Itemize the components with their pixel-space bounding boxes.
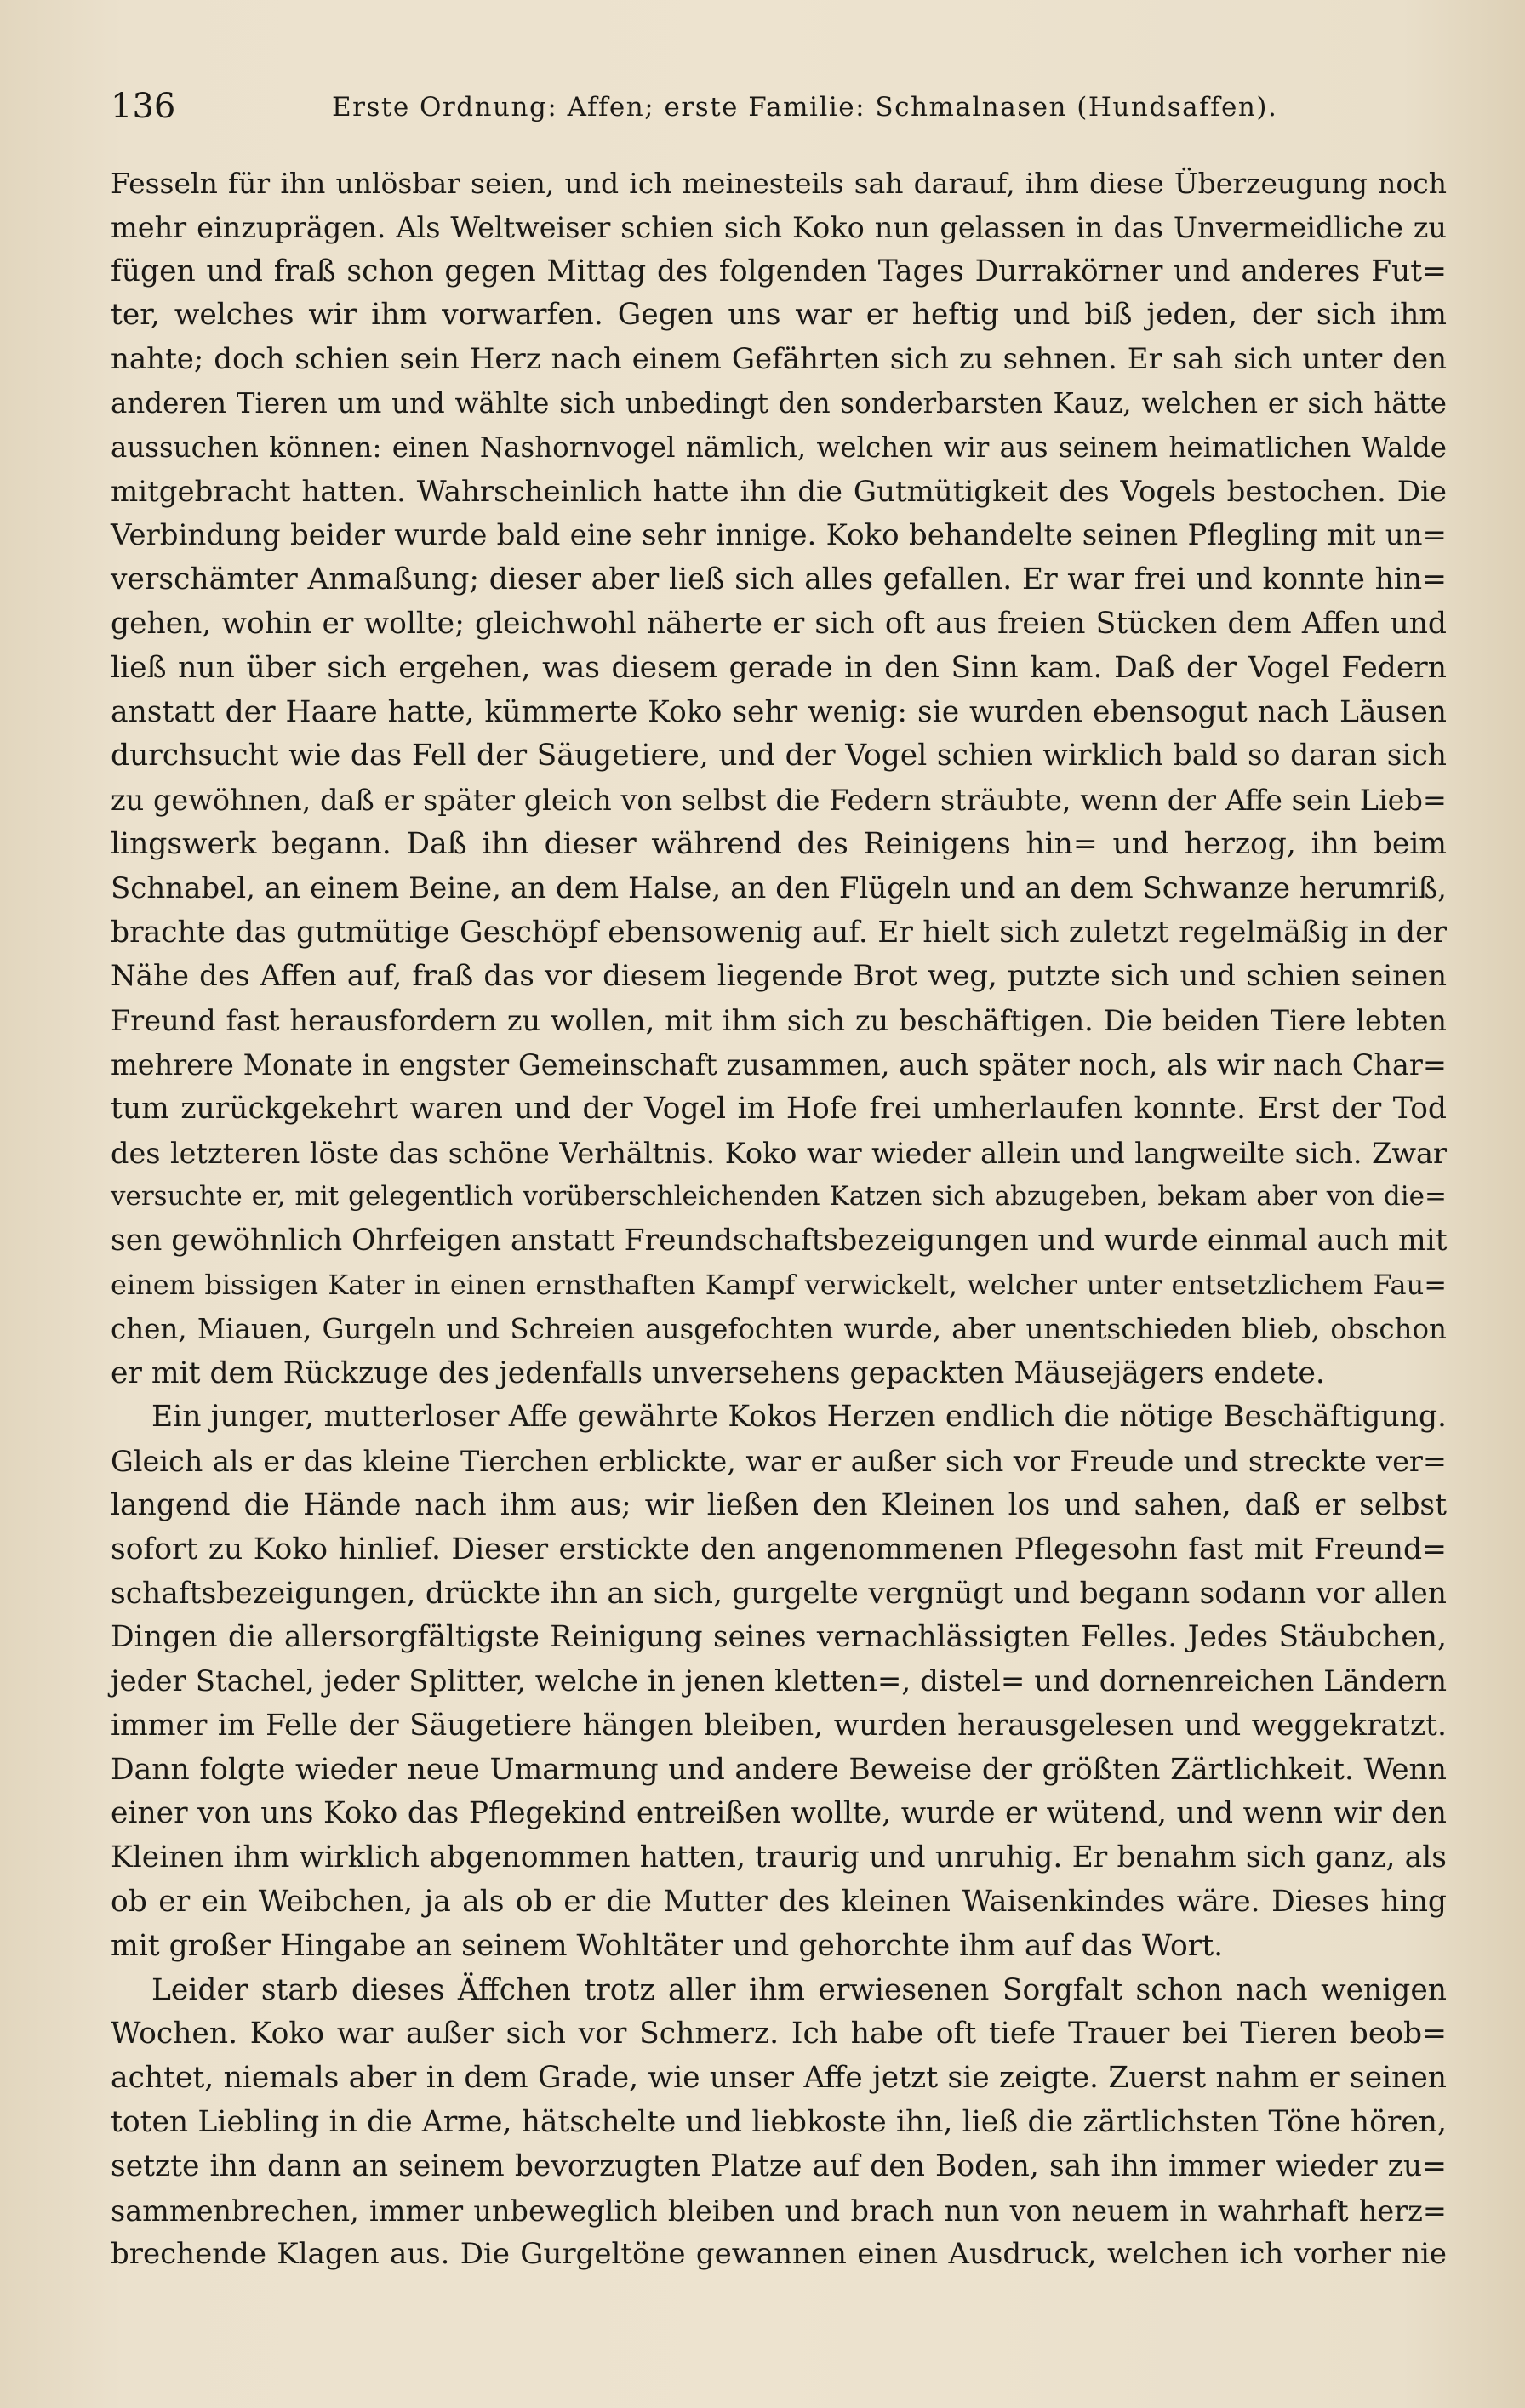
- text-line: ließ nun über sich ergehen, was diesem gerade in den Sinn kam. Daß der Vogel Federn: [111, 650, 1447, 685]
- text-line: chen, Miauen, Gurgeln und Schreien ausgefochten wurde, aber unentschieden blieb, obschon: [111, 1312, 1447, 1345]
- text-line: versuchte er, mit gelegentlich vorüberschleichenden Katzen sich abzugeben, bekam aber von die=: [111, 1181, 1447, 1213]
- text-line: langend die Hände nach ihm aus; wir ließen den Kleinen los und sahen, daß er selbst: [111, 1487, 1447, 1522]
- text-line: Dann folgte wieder neue Umarmung und andere Beweise der größten Zärtlichkeit. Wenn: [111, 1752, 1447, 1787]
- text-line: gehen, wohin er wollte; gleichwohl näherte er sich oft aus freien Stücken dem Affen und: [111, 606, 1447, 641]
- text-line: zu gewöhnen, daß er später gleich von selbst die Federn sträubte, wenn der Affe sein Lieb=: [111, 784, 1447, 818]
- body-text: [111, 162, 1447, 2277]
- text-line: Wochen. Koko war außer sich vor Schmerz. Ich habe oft tiefe Trauer bei Tieren beob=: [111, 2017, 1447, 2051]
- text-line: anstatt der Haare hatte, kümmerte Koko sehr wenig: sie wurden ebensogut nach Läusen: [111, 694, 1447, 729]
- text-line: anderen Tieren um und wählte sich unbedingt den sonderbarsten Kauz, welchen er sich hätte: [111, 386, 1447, 419]
- text-line: einer von uns Koko das Pflegekind entreißen wollte, wurde er wütend, und wenn wir den: [111, 1796, 1447, 1831]
- text-line: mit großer Hingabe an seinem Wohltäter und gehorchte ihm auf das Wort.: [111, 1928, 1224, 1963]
- text-line: mitgebracht hatten. Wahrscheinlich hatte ihn die Gutmütigkeit des Vogels bestochen. Die: [111, 474, 1447, 509]
- text-line: aussuchen können: einen Nashornvogel nämlich, welchen wir aus seinem heimatlichen Walde: [111, 431, 1447, 464]
- page-number: 136: [111, 87, 176, 126]
- text-line: jeder Stachel, jeder Splitter, welche in jenen kletten=, distel= und dornenreichen Ländern: [111, 1664, 1447, 1699]
- text-line: achtet, niemals aber in dem Grade, wie unser Affe jetzt sie zeigte. Zuerst nahm er seinen: [111, 2061, 1447, 2096]
- text-line: ob er ein Weibchen, ja als ob er die Mutter des kleinen Waisenkindes wäre. Dieses hing: [111, 1885, 1447, 1920]
- text-line: verschämter Anmaßung; dieser aber ließ sich alles gefallen. Er war frei und konnte hin=: [111, 562, 1447, 597]
- text-line: immer im Felle der Säugetiere hängen bleiben, wurden herausgelesen und weggekratzt.: [111, 1708, 1447, 1743]
- text-line: sofort zu Koko hinlief. Dieser erstickte den angenommenen Pflegesohn fast mit Freund=: [111, 1532, 1447, 1566]
- text-line: einem bissigen Kater in einen ernsthaften Kampf verwickelt, welcher unter entsetzlichem Fau=: [111, 1268, 1447, 1301]
- text-line: Dingen die allersorgfältigste Reinigung seines vernachlässigten Felles. Jedes Stäubchen,: [111, 1620, 1447, 1655]
- text-line: Kleinen ihm wirklich abgenommen hatten, traurig und unruhig. Er benahm sich ganz, als: [111, 1840, 1447, 1875]
- text-line: brechende Klagen aus. Die Gurgeltöne gewannen einen Ausdruck, welchen ich vorher nie: [111, 2237, 1447, 2272]
- text-line: ter, welches wir ihm vorwarfen. Gegen uns war er heftig und biß jeden, der sich ihm: [111, 298, 1447, 333]
- text-line: Ein junger, mutterloser Affe gewährte Kokos Herzen endlich die nötige Beschäftigung.: [151, 1400, 1447, 1435]
- page-header: [111, 85, 1447, 128]
- text-line: Nähe des Affen auf, fraß das vor diesem liegende Brot weg, putzte sich und schien seinen: [111, 959, 1447, 994]
- text-line: lingswerk begann. Daß ihn dieser während des Reinigens hin= und herzog, ihn beim: [111, 826, 1447, 861]
- text-line: setzte ihn dann an seinem bevorzugten Platze auf den Boden, sah ihn immer wieder zu=: [111, 2148, 1447, 2183]
- text-line: sammenbrechen, immer unbeweglich bleiben und brach nun von neuem in wahrhaft herz=: [111, 2194, 1447, 2228]
- running-head: Erste Ordnung: Affen; erste Familie: Schmalnasen (Hundsaffen).: [332, 92, 1278, 123]
- text-line: nahte; doch schien sein Herz nach einem Gefährten sich zu sehnen. Er sah sich unter den: [111, 342, 1447, 377]
- text-line: mehrere Monate in engster Gemeinschaft zusammen, auch später noch, als wir nach Char=: [111, 1047, 1447, 1081]
- text-line: durchsucht wie das Fell der Säugetiere, und der Vogel schien wirklich bald so daran sich: [111, 739, 1447, 773]
- text-line: er mit dem Rückzuge des jedenfalls unversehens gepackten Mäusejägers endete.: [111, 1355, 1325, 1390]
- text-line: toten Liebling in die Arme, hätschelte und liebkoste ihn, ließ die zärtlichsten Töne hören,: [111, 2105, 1447, 2140]
- text-line: tum zurückgekehrt waren und der Vogel im Hofe frei umherlaufen konnte. Erst der Tod: [111, 1091, 1447, 1126]
- text-line: mehr einzuprägen. Als Weltweiser schien sich Koko nun gelassen in das Unvermeidliche zu: [111, 210, 1447, 244]
- text-line: Leider starb dieses Äffchen trotz aller ihm erwiesenen Sorgfalt schon nach wenigen: [151, 1972, 1447, 2007]
- text-line: sen gewöhnlich Ohrfeigen anstatt Freundschaftsbezeigungen und wurde einmal auch mit: [111, 1224, 1448, 1258]
- text-line: Schnabel, an einem Beine, an dem Halse, an den Flügeln und an dem Schwanze herumriß,: [111, 870, 1447, 905]
- text-line: Verbindung beider wurde bald eine sehr innige. Koko behandelte seinen Pflegling mit un=: [111, 518, 1447, 553]
- text-line: des letzteren löste das schöne Verhältnis. Koko war wieder allein und langweilte sich. Zwar: [111, 1136, 1447, 1170]
- text-line: fügen und fraß schon gegen Mittag des folgenden Tages Durrakörner und anderes Fut=: [111, 254, 1447, 288]
- text-line: brachte das gutmütige Geschöpf ebensowenig auf. Er hielt sich zuletzt regelmäßig in der: [111, 915, 1447, 950]
- text-line: Gleich als er das kleine Tierchen erblickte, war er außer sich vor Freude und streckte ver=: [111, 1445, 1447, 1479]
- text-line: Freund fast herausfordern zu wollen, mit ihm sich zu beschäftigen. Die beiden Tiere lebten: [111, 1004, 1447, 1038]
- text-line: schaftsbezeigungen, drückte ihn an sich, gurgelte vergnügt und begann sodann vor allen: [111, 1576, 1447, 1611]
- text-line: Fesseln für ihn unlösbar seien, und ich meinesteils sah darauf, ihm diese Überzeugung noch: [111, 167, 1447, 200]
